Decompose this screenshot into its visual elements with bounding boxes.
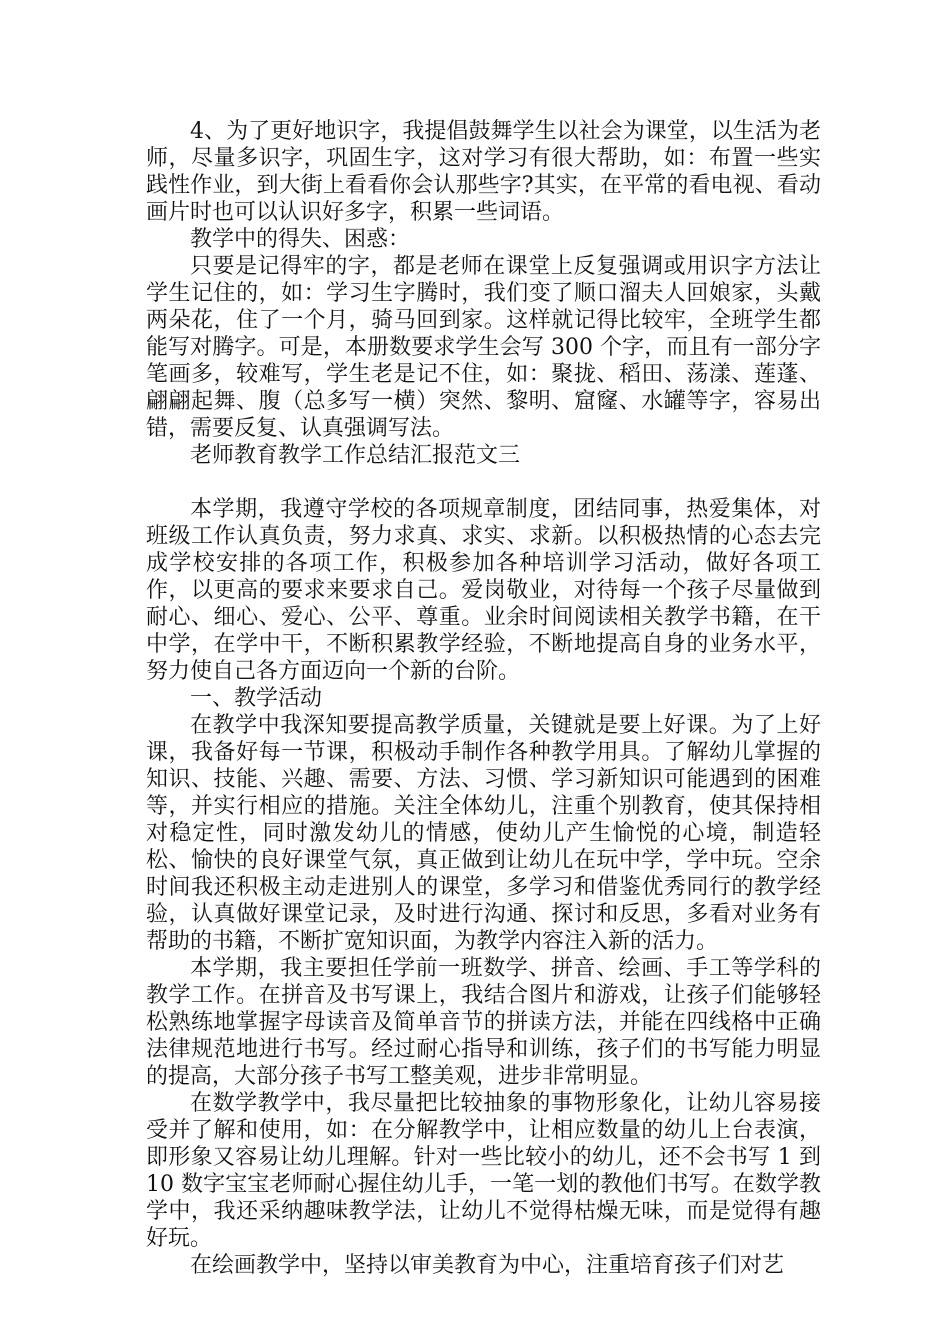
paragraph-art-teaching: 在绘画教学中，坚持以审美教育为中心，注重培育孩子们对艺 [190, 1253, 785, 1278]
paragraph-teaching-quality: 在教学中我深知要提高教学质量，关键就是要上好课。为了上好课，我备好每一节课，积极动手制作各种教学用具。了解幼儿掌握的知识、技能、兴趣、需要、方法、习惯、学习新知识可能遇到的困难等，并实行相应的措施。关注全体幼儿，注重个别教育，使其保持相对稳定性，同时激发幼儿的情感，使幼儿产生愉悦的心境，制造轻松、愉快的良好课堂气氛，真正做到让幼儿在玩中学，学中玩。空余时间我还积极主动走进别人的课堂，多学习和借鉴优秀同行的教学经验，认真做好课堂记录，及时进行沟通、探讨和反思，多看对业务有帮助的书籍，不断扩宽知识面，为教学内容注入新的活力。 [146, 713, 821, 954]
document-page [146, 118, 821, 1279]
paragraph-literacy-tip-4: 4、为了更好地识字，我提倡鼓舞学生以社会为课堂，以生活为老师，尽量多识字，巩固生字，这对学习有很大帮助，如：布置一些实践性作业，到大街上看看你会认那些字?其实，在平常的看电视、看动画片时也可以认识好多字，积累一些词语。 [146, 119, 821, 225]
blank-line [146, 469, 821, 496]
paragraph-semester-overview: 本学期，我遵守学校的各项规章制度，团结同事，热爱集体，对班级工作认真负责，努力求真、求实、求新。以积极热情的心态去完成学校安排的各项工作，积极参加各种培训学习活动，做好各项工作，以更高的要求来要求自己。爱岗敬业，对待每一个孩子尽量做到耐心、细心、爱心、公平、尊重。业余时间阅读相关教学书籍，在干中学，在学中干，不断积累教学经验，不断地提高自身的业务水平，努力使自己各方面迈向一个新的台阶。 [146, 497, 821, 684]
heading-teaching-activities: 一、教学活动 [190, 686, 323, 711]
paragraph-subjects-taught: 本学期，我主要担任学前一班数学、拼音、绘画、手工等学科的教学工作。在拼音及书写课上，我结合图片和游戏，让孩子们能够轻松熟练地掌握字母读音及简单音节的拼读方法，并能在四线格中正确法律规范地进行书写。经过耐心指导和训练，孩子们的书写能力明显的提高，大部分孩子书写工整美观，进步非常明显。 [146, 956, 821, 1089]
section-title-sample-three: 老师教育教学工作总结汇报范文三 [190, 443, 521, 468]
paragraph-math-teaching: 在数学教学中，我尽量把比较抽象的事物形象化，让幼儿容易接受并了解和使用，如：在分解教学中，让相应数量的幼儿上台表演，即形象又容易让幼儿理解。针对一些比较小的幼儿，还不会书写 1 到 10 数字宝宝老师耐心握住幼儿手，一笔一划的教他们书写。在数学教学中，我还采纳趣味教学法，让幼儿不觉得枯燥无味，而是觉得有趣好玩。 [146, 1091, 821, 1251]
paragraph-memorization: 只要是记得牢的字，都是老师在课堂上反复强调或用识字方法让学生记住的，如：学习生字腾时，我们变了顺口溜夫人回娘家，头戴两朵花，住了一个月，骑马回到家。这样就记得比较牢，全班学生都能写对腾字。可是，本册数要求学生会写 300 个字，而且有一部分字笔画多，较难写，学生老是记不住，如：聚拢、稻田、荡漾、莲蓬、翩翩起舞、腹（总多写一横）突然、黎明、窟窿、水罐等字，容易出错，需要反复、认真强调写法。 [146, 254, 821, 441]
paragraph-gains-losses-heading: 教学中的得失、困惑： [190, 227, 411, 252]
